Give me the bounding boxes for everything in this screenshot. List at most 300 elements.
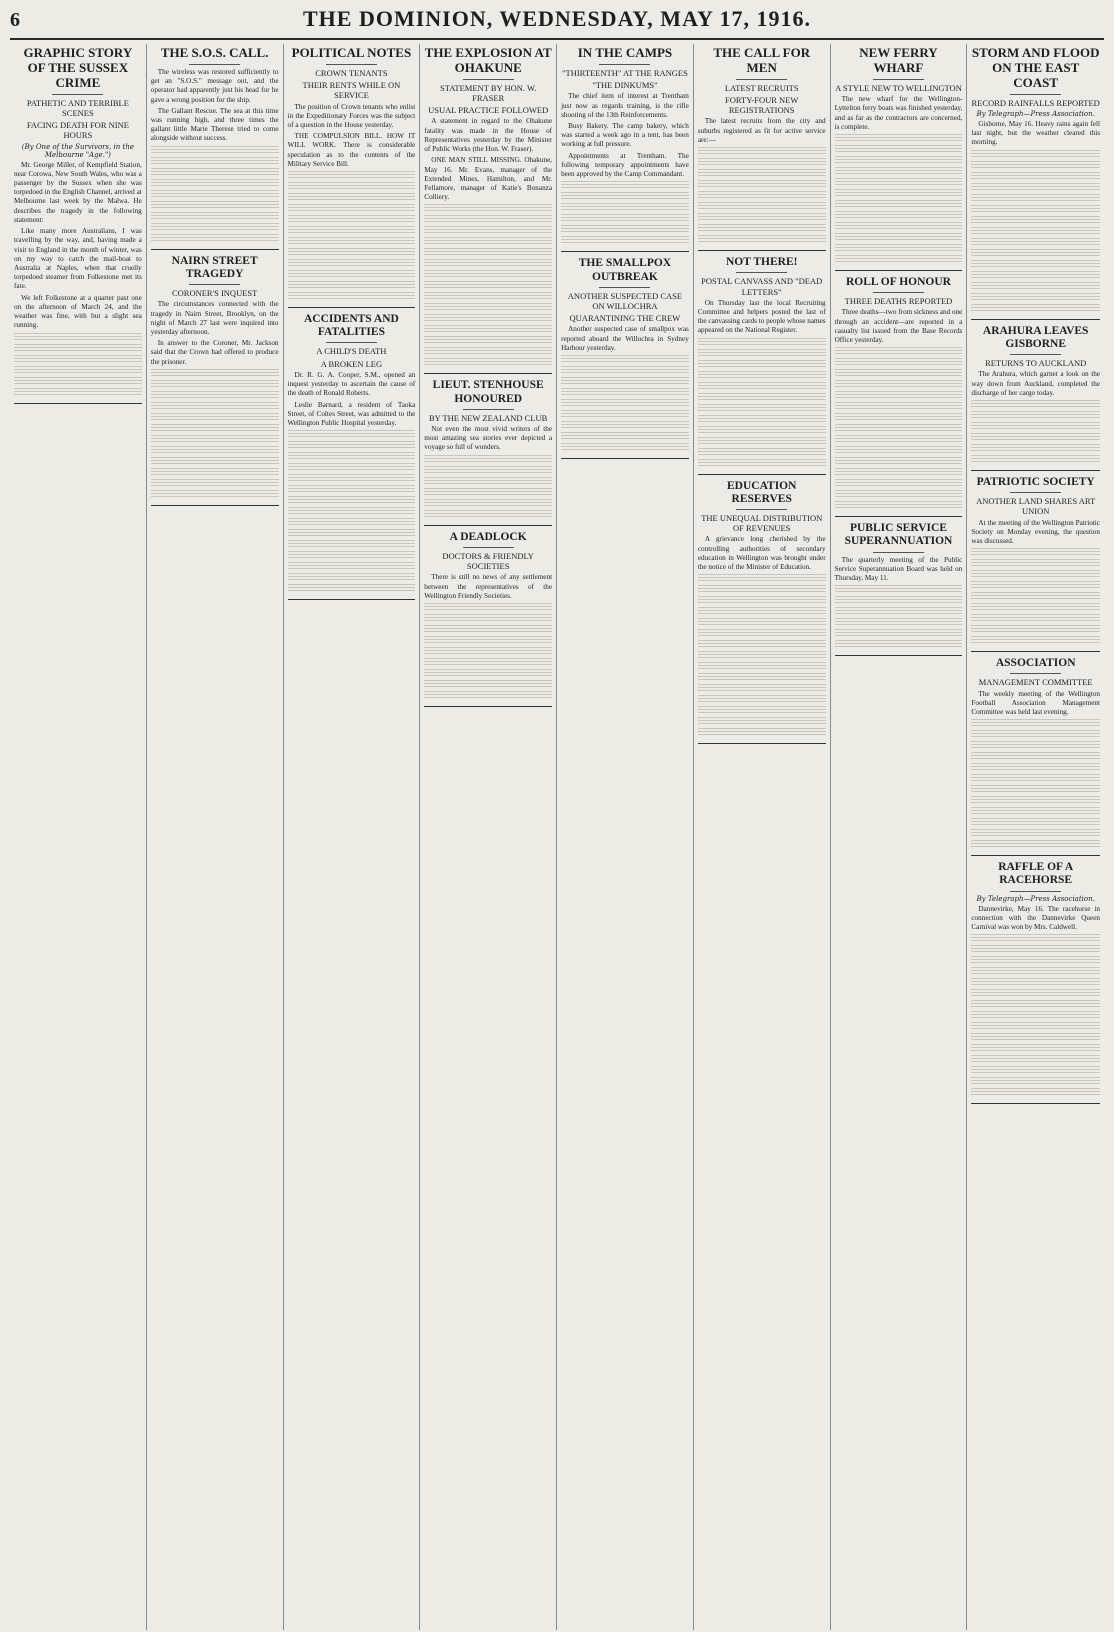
article-body [151,68,279,144]
text-block [835,380,963,389]
text-block [561,203,689,212]
text-block [971,422,1100,431]
article-separator [561,458,689,459]
article [14,46,142,397]
text-block [698,415,826,424]
headline: A DEADLOCK [449,530,527,543]
text-block [698,717,826,726]
paragraph: Like many more Australians, I was travelling by the way, and, having made a visit to England in the month of winter, was on my way to catch the mail-boat to Australia at Naples, when that cruelly torpedoed steamer from Folkestone met its fate. [14,227,142,291]
text-block [971,161,1100,170]
text-block [835,629,963,638]
article-body [151,300,279,367]
article [424,379,552,518]
text-block [288,507,416,516]
text-block [971,282,1100,291]
text-block [151,168,279,177]
text-block [698,393,826,402]
text-block [424,647,552,656]
text-block [971,614,1100,623]
article-separator [698,474,826,475]
text-block [288,463,416,472]
text-block [971,227,1100,236]
column [284,44,421,1630]
headline-rule [463,547,514,548]
text-block [424,281,552,290]
text-block [698,360,826,369]
text-block [835,446,963,455]
text-block [698,371,826,380]
article-separator [424,373,552,374]
text-block [151,369,279,378]
subheadline: "THE DINKUMS" [592,80,658,91]
paragraph: A statement in regard to the Ohakune fatality was made in the House of Representatives yesterday by the Minister of Public Works (the Hon. W. Fraser). [424,117,553,154]
text-block [561,388,689,397]
subheadline: DOCTORS & FRIENDLY SOCIETIES [442,550,534,572]
byline: By Telegraph—Press Association. [976,894,1095,903]
article-body [971,905,1100,933]
paragraph: Mr. George Miller, of Kempfield Station, near Corowa, New South Wales, who was a passenger by the Sussex when she was torpedoed in the English Channel, arrived at Melbourne last week by the Malwa. He describes the tragedy in the following statement: [14,160,142,224]
paper-title: THE DOMINION, WEDNESDAY, MAY 17, 1916. [302,6,812,31]
paragraph: The Gallant Rescue. The sea at this time was running high, and three times the gallant little Marie Therese tried to come alongside without success. [150,106,279,143]
text-block [288,430,416,439]
text-block [835,222,963,231]
text-block [835,457,963,466]
article [288,313,416,593]
text-block [971,570,1100,579]
text-block [424,237,552,246]
subheadline: "THIRTEENTH" AT THE RANGES [562,67,688,78]
text-block [835,413,963,422]
text-block [835,596,963,605]
text-block [424,259,552,268]
text-block [561,355,689,364]
article-body [835,556,963,584]
text-block [561,377,689,386]
paragraph: Three deaths—two from sickness and one through an accident—are reported in a casualty list issued from the Base Records Office yesterday. [834,308,963,344]
subheadline: A CHILD'S DEATH [316,346,387,357]
text-block [424,488,552,497]
text-block [424,314,552,323]
text-block [971,752,1100,761]
text-block [424,614,552,623]
masthead [10,6,1104,40]
text-block [698,640,826,649]
article-body [424,425,552,453]
headline: ACCIDENTS AND FATALITIES [303,313,399,339]
text-block [835,479,963,488]
article-body [971,519,1100,547]
text-block [698,662,826,671]
text-block [561,366,689,375]
text-block [424,292,552,301]
headline-rule [463,79,514,80]
text-block [288,551,416,560]
text-block [424,248,552,257]
text-block [151,446,279,455]
column [557,44,694,1630]
article-body [971,690,1100,718]
article [698,480,826,738]
paragraph: ONE MAN STILL MISSING. Ohakune, May 16. Mr. Evans, manager of the Extended Mines, Hamilton, and Mr. Fellamore, manager of Katie's Bonanza Colliery. [424,156,553,202]
text-block [971,818,1100,827]
article [971,325,1100,464]
text-block [971,1055,1100,1064]
headline: LIEUT. STENHOUSE HONOURED [432,379,544,405]
text-block [561,443,689,452]
text-block [151,157,279,166]
text-block [561,225,689,234]
text-block [151,435,279,444]
paragraph: There is still no news of any settlement between the representatives of the Wellington Friendly Societies. [424,573,553,600]
text-block [835,618,963,627]
paragraph: The wireless was restored sufficiently to get an "S.O.S." message out, and the operator had apparently just his head for he gave a wrong position for the ship. [150,67,279,104]
article-separator [151,505,279,506]
text-block [14,377,142,386]
text-block [971,785,1100,794]
article [151,46,279,243]
paragraph: We left Folkestone at a quarter past one on the afternoon of March 24, and the weather was fine, with but a slight sea running. [14,293,142,330]
article-separator [971,1103,1100,1104]
text-block [151,402,279,411]
text-block [561,192,689,201]
text-block [424,455,552,464]
headline-rule [736,509,787,510]
headline-rule [189,284,240,285]
text-block [288,573,416,582]
text-block [424,347,552,356]
paragraph: THE COMPULSION BILL. HOW IT WILL WORK. There is considerable speculation as to the contents of the Military Service Bill. [287,132,416,168]
text-block [424,325,552,334]
paragraph: The weekly meeting of the Wellington Football Association Management Committee was held last evening. [971,689,1100,717]
article-separator [971,470,1100,471]
text-block [971,1088,1100,1097]
article-body [561,325,689,353]
column [831,44,968,1630]
paragraph: Appointments at Trentham. The following temporary appointments have been approved by the Camp Commandant. [561,151,689,179]
text-block [835,490,963,499]
text-block [561,432,689,441]
text-block [835,468,963,477]
text-block [835,167,963,176]
subheadline: RETURNS TO AUCKLAND [985,358,1087,369]
subheadline: LATEST RECRUITS [724,82,799,93]
article-body [561,92,689,179]
text-block [424,510,552,519]
text-block [971,978,1100,987]
headline-rule [326,64,377,65]
text-block [151,212,279,221]
headline-rule [736,272,787,273]
text-block [151,413,279,422]
paragraph: Dannevirke, May 16. The racehorse in connection with the Dannevirke Queen Carnival was won by Mrs. Caldwell. [971,904,1100,932]
text-block [971,945,1100,954]
column [420,44,557,1630]
article-separator [561,251,689,252]
headline-rule [52,94,103,95]
text-block [288,529,416,538]
text-block [14,333,142,342]
subheadline: QUARANTINING THE CREW [569,313,681,324]
column [10,44,147,1630]
column [694,44,831,1630]
text-block [971,304,1100,313]
text-block [835,640,963,649]
headline-rule [599,64,650,65]
subheadline: FACING DEATH FOR NINE HOURS [26,120,129,141]
article-body [835,95,963,132]
text-block [424,336,552,345]
article [971,861,1100,1097]
paragraph: In answer to the Coroner, Mr. Jackson said that the Crown had offered to produce the prisoner. [150,339,279,366]
byline: By Telegraph—Press Association. [976,110,1095,118]
text-block [14,388,142,397]
text-block [698,728,826,737]
paragraph: Leslie Barnard, a resident of Taoka Street, of Coltes Street, was admitted to the Wellington Public Hospital yesterday. [287,400,416,427]
text-block [971,455,1100,464]
headline-rule [873,292,924,293]
text-block [698,618,826,627]
article [698,256,826,467]
subheadline: THE UNEQUAL DISTRIBUTION OF REVENUES [701,513,823,534]
subheadline: BY THE NEW ZEALAND CLUB [428,412,548,423]
text-block [424,303,552,312]
headline-rule [1010,94,1061,95]
text-block [424,680,552,689]
text-block [971,1066,1100,1075]
text-block [971,625,1100,634]
text-block [971,581,1100,590]
headline-rule [189,64,240,65]
paragraph: The quarterly meeting of the Public Service Superannuation Board was held on Thursday, May 11. [834,555,963,583]
paragraph: Not even the most vivid writers of the most amazing sea stories ever depicted a voyage so full of wonders. [424,425,553,452]
article-body [698,535,826,572]
text-block [835,424,963,433]
headline: THE CALL FOR MEN [713,45,811,75]
headline: PATRIOTIC SOCIETY [976,475,1095,488]
text-block [288,270,416,279]
text-block [971,260,1100,269]
text-block [288,485,416,494]
text-block [835,134,963,143]
text-block [698,673,826,682]
headline: IN THE CAMPS [577,45,673,60]
article-separator [151,249,279,250]
article-separator [971,651,1100,652]
text-block [698,382,826,391]
text-block [561,236,689,245]
text-block [561,410,689,419]
text-block [698,459,826,468]
article [835,46,963,264]
article-separator [835,270,963,271]
text-block [698,596,826,605]
text-block [971,989,1100,998]
text-block [288,518,416,527]
text-block [835,435,963,444]
text-block [698,706,826,715]
article-separator [288,599,416,600]
text-block [288,562,416,571]
text-block [971,433,1100,442]
headline: POLITICAL NOTES [291,45,412,60]
text-block [151,457,279,466]
paragraph: The chief item of interest at Trentham just now as regards training, is the rifle shooting of the 13th Reinforcements. [561,92,689,119]
article-body [971,120,1100,148]
article-body [835,308,963,345]
text-block [971,293,1100,302]
paragraph: A grievance long cherished by the controlling authorities of secondary education in Wellington was brought under the notice of the Minister of Education. [697,535,826,572]
text-block [151,179,279,188]
headline-rule [1010,673,1061,674]
text-block [288,474,416,483]
text-block [424,226,552,235]
text-block [835,156,963,165]
headline: NOT THERE! [725,256,798,269]
article-separator [698,743,826,744]
paragraph: On Thursday last the local Recruiting Committee and helpers posted the last of the canvassing cards to people whose names appeared on the National Register. [697,298,826,335]
text-block [971,172,1100,181]
text-block [971,763,1100,772]
headline: ROLL OF HONOUR [845,275,951,288]
column [967,44,1104,1630]
paragraph: Another suspected case of smallpox was reported aboard the Willochra in Sydney Harbour yesterday. [561,325,689,352]
article [151,255,279,499]
text-block [424,270,552,279]
text-block [288,226,416,235]
text-block [288,292,416,301]
text-block [971,603,1100,612]
text-block [971,238,1100,247]
text-block [424,358,552,367]
text-block [835,233,963,242]
text-block [971,741,1100,750]
text-block [971,150,1100,159]
page-number: 6 [10,9,20,31]
text-block [971,829,1100,838]
text-block [698,448,826,457]
text-block [971,183,1100,192]
text-block [971,592,1100,601]
paragraph: The Arahura, which garnet a look on the way down from Auckland, completed the discharge of her cargo today. [971,370,1100,397]
subheadline: RECORD RAINFALLS REPORTED [971,97,1100,108]
text-block [288,193,416,202]
text-block [971,967,1100,976]
text-block [14,344,142,353]
article-separator [971,319,1100,320]
subheadline: CORONER'S INQUEST [171,288,258,299]
text-block [971,807,1100,816]
text-block [698,607,826,616]
text-block [835,178,963,187]
text-block [288,584,416,593]
text-block [971,400,1100,409]
columns [10,44,1104,1630]
paragraph: Busy Bakery. The camp bakery, which was started a week ago in a tent, has been working at full pressure. [561,121,689,149]
text-block [971,1022,1100,1031]
text-block [288,215,416,224]
text-block [698,191,826,200]
subheadline: CROWN TENANTS [315,67,388,78]
text-block [424,499,552,508]
text-block [971,796,1100,805]
text-block [971,1011,1100,1020]
text-block [698,235,826,244]
text-block [698,224,826,233]
subheadline: A STYLE NEW TO WELLINGTON [835,82,962,93]
text-block [971,194,1100,203]
article-body [288,371,416,428]
text-block [835,358,963,367]
text-block [288,259,416,268]
text-block [288,496,416,505]
text-block [288,452,416,461]
text-block [698,404,826,413]
text-block [561,399,689,408]
article-separator [14,403,142,404]
article [835,522,963,649]
headline: THE EXPLOSION AT OHAKUNE [424,45,552,75]
article [561,257,689,452]
text-block [14,355,142,364]
text-block [424,636,552,645]
text-block [698,629,826,638]
paragraph: The new wharf for the Wellington-Lyttelton ferry boats was finished yesterday, and as far as the contractors are concerned, is complete. [834,95,963,131]
headline: PUBLIC SERVICE SUPERANNUATION [844,522,953,548]
headline-rule [1010,891,1061,892]
text-block [151,146,279,155]
text-block [971,411,1100,420]
text-block [424,215,552,224]
text-block [698,651,826,660]
text-block [971,1033,1100,1042]
text-block [971,444,1100,453]
text-block [835,211,963,220]
text-block [835,255,963,264]
paragraph: The position of Crown tenants who enlist in the Expeditionary Forces was the subject of a question in the House yesterday. [287,102,416,129]
text-block [698,338,826,347]
text-block [971,1000,1100,1009]
headline: STORM AND FLOOD ON THE EAST COAST [971,45,1100,90]
article-body [698,299,826,336]
article-body [971,370,1100,398]
text-block [698,180,826,189]
text-block [151,201,279,210]
headline: THE S.O.S. CALL. [160,45,269,60]
text-block [14,366,142,375]
text-block [835,369,963,378]
text-block [835,189,963,198]
headline-rule [599,287,650,288]
article-separator [971,855,1100,856]
text-block [698,684,826,693]
text-block [971,774,1100,783]
text-block [424,603,552,612]
headline-rule [326,342,377,343]
headline: THE SMALLPOX OUTBREAK [578,257,672,283]
subheadline: USUAL PRACTICE FOLLOWED [428,105,549,116]
article [698,46,826,244]
text-block [971,249,1100,258]
text-block [424,477,552,486]
text-block [424,625,552,634]
text-block [424,691,552,700]
paragraph: The latest recruits from the city and suburbs registered as fit for active service are:— [697,117,826,144]
text-block [698,147,826,156]
headline-rule [1010,354,1061,355]
article-body [288,103,416,170]
text-block [288,540,416,549]
subheadline: ANOTHER SUSPECTED CASE ON WILLOCHRA [567,290,683,311]
